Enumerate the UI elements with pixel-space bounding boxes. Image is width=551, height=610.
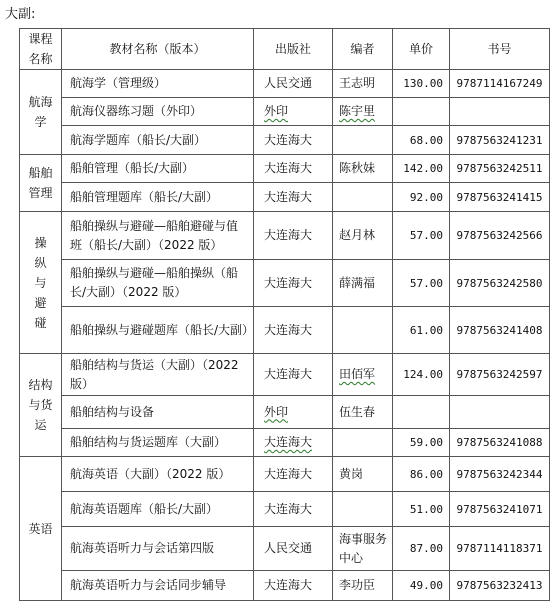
book-price: 57.00 — [393, 212, 450, 260]
col-header-title: 教材名称（版本） — [62, 29, 254, 70]
book-title: 船舶操纵与避碰题库（船长/大副） — [62, 307, 254, 354]
book-publisher: 大连海大 — [254, 571, 333, 601]
book-isbn: 9787563241415 — [450, 183, 550, 212]
book-editor: 海事服务中心 — [333, 527, 393, 571]
table-row — [20, 183, 550, 212]
book-publisher: 大连海大 — [254, 155, 333, 183]
book-publisher: 大连海大 — [254, 260, 333, 307]
book-editor: 田佰军 — [333, 354, 393, 396]
table-row — [20, 396, 550, 429]
table-row — [20, 70, 550, 98]
book-editor — [333, 126, 393, 155]
book-price: 49.00 — [393, 571, 450, 601]
book-editor: 王志明 — [333, 70, 393, 98]
book-title: 船舶操纵与避碰—船舶操纵（船长/大副）（2022 版） — [62, 260, 254, 307]
book-editor: 李功臣 — [333, 571, 393, 601]
table-row — [20, 527, 550, 571]
book-isbn: 9787563242597 — [450, 354, 550, 396]
book-title: 航海仪器练习题（外印） — [62, 98, 254, 126]
header-row — [20, 29, 550, 70]
book-price — [393, 98, 450, 126]
book-title: 航海英语听力与会话第四版 — [62, 527, 254, 571]
col-header-price: 单价 — [393, 29, 450, 70]
book-editor — [333, 307, 393, 354]
book-editor — [333, 492, 393, 527]
course-cell: 操纵与避碰 — [20, 212, 62, 354]
book-isbn: 9787563241408 — [450, 307, 550, 354]
course-cell: 英语 — [20, 457, 62, 601]
book-title: 船舶操纵与避碰—船舶避碰与值班（船长/大副）（2022 版） — [62, 212, 254, 260]
book-title: 航海学题库（船长/大副） — [62, 126, 254, 155]
table-row — [20, 571, 550, 601]
book-publisher: 大连海大 — [254, 354, 333, 396]
book-title: 航海英语（大副）（2022 版） — [62, 457, 254, 492]
book-editor — [333, 429, 393, 457]
textbook-table — [19, 28, 550, 601]
book-price: 142.00 — [393, 155, 450, 183]
book-price: 92.00 — [393, 183, 450, 212]
book-publisher: 大连海大 — [254, 457, 333, 492]
book-publisher: 人民交通 — [254, 527, 333, 571]
book-isbn: 9787114167249 — [450, 70, 550, 98]
book-publisher: 大连海大 — [254, 212, 333, 260]
section-heading: 大副: — [5, 7, 36, 22]
col-header-publisher: 出版社 — [254, 29, 333, 70]
book-price: 61.00 — [393, 307, 450, 354]
book-isbn: 9787563242511 — [450, 155, 550, 183]
table-row — [20, 260, 550, 307]
book-title: 航海英语题库（船长/大副） — [62, 492, 254, 527]
col-header-editor: 编者 — [333, 29, 393, 70]
table-row — [20, 212, 550, 260]
col-header-course: 课程名称 — [20, 29, 62, 70]
book-isbn: 9787563242580 — [450, 260, 550, 307]
book-editor: 薛满福 — [333, 260, 393, 307]
book-publisher: 人民交通 — [254, 70, 333, 98]
book-isbn: 9787563232413 — [450, 571, 550, 601]
book-title: 航海英语听力与会话同步辅导 — [62, 571, 254, 601]
book-title: 船舶管理题库（船长/大副） — [62, 183, 254, 212]
book-editor: 赵月林 — [333, 212, 393, 260]
book-price: 51.00 — [393, 492, 450, 527]
book-publisher: 大连海大 — [254, 429, 333, 457]
book-isbn: 9787563242566 — [450, 212, 550, 260]
book-price: 59.00 — [393, 429, 450, 457]
table-row — [20, 155, 550, 183]
course-cell: 结构与货运 — [20, 354, 62, 457]
book-isbn — [450, 98, 550, 126]
book-title: 船舶管理（船长/大副） — [62, 155, 254, 183]
book-editor: 黄岗 — [333, 457, 393, 492]
table-row — [20, 492, 550, 527]
course-cell: 船舶管理 — [20, 155, 62, 212]
book-title: 船舶结构与货运（大副）（2022版） — [62, 354, 254, 396]
book-price: 124.00 — [393, 354, 450, 396]
book-price: 86.00 — [393, 457, 450, 492]
book-publisher: 大连海大 — [254, 307, 333, 354]
book-price: 87.00 — [393, 527, 450, 571]
table-row — [20, 307, 550, 354]
book-publisher: 外印 — [254, 396, 333, 429]
book-isbn: 9787563241088 — [450, 429, 550, 457]
table-row — [20, 429, 550, 457]
book-isbn: 9787563242344 — [450, 457, 550, 492]
book-title: 船舶结构与设备 — [62, 396, 254, 429]
table-row — [20, 457, 550, 492]
book-price: 68.00 — [393, 126, 450, 155]
table-row — [20, 126, 550, 155]
book-publisher: 大连海大 — [254, 183, 333, 212]
table-row — [20, 354, 550, 396]
book-price: 130.00 — [393, 70, 450, 98]
book-isbn: 9787563241231 — [450, 126, 550, 155]
course-cell: 航海学 — [20, 70, 62, 155]
book-editor: 陈秋妹 — [333, 155, 393, 183]
book-isbn: 9787114118371 — [450, 527, 550, 571]
book-isbn: 9787563241071 — [450, 492, 550, 527]
col-header-isbn: 书号 — [450, 29, 550, 70]
book-price — [393, 396, 450, 429]
book-publisher: 外印 — [254, 98, 333, 126]
book-title: 航海学（管理级） — [62, 70, 254, 98]
book-title: 船舶结构与货运题库（大副） — [62, 429, 254, 457]
book-editor — [333, 183, 393, 212]
book-editor: 伍生春 — [333, 396, 393, 429]
book-editor: 陈宇里 — [333, 98, 393, 126]
book-publisher: 大连海大 — [254, 492, 333, 527]
book-publisher: 大连海大 — [254, 126, 333, 155]
book-price: 57.00 — [393, 260, 450, 307]
book-isbn — [450, 396, 550, 429]
table-row — [20, 98, 550, 126]
